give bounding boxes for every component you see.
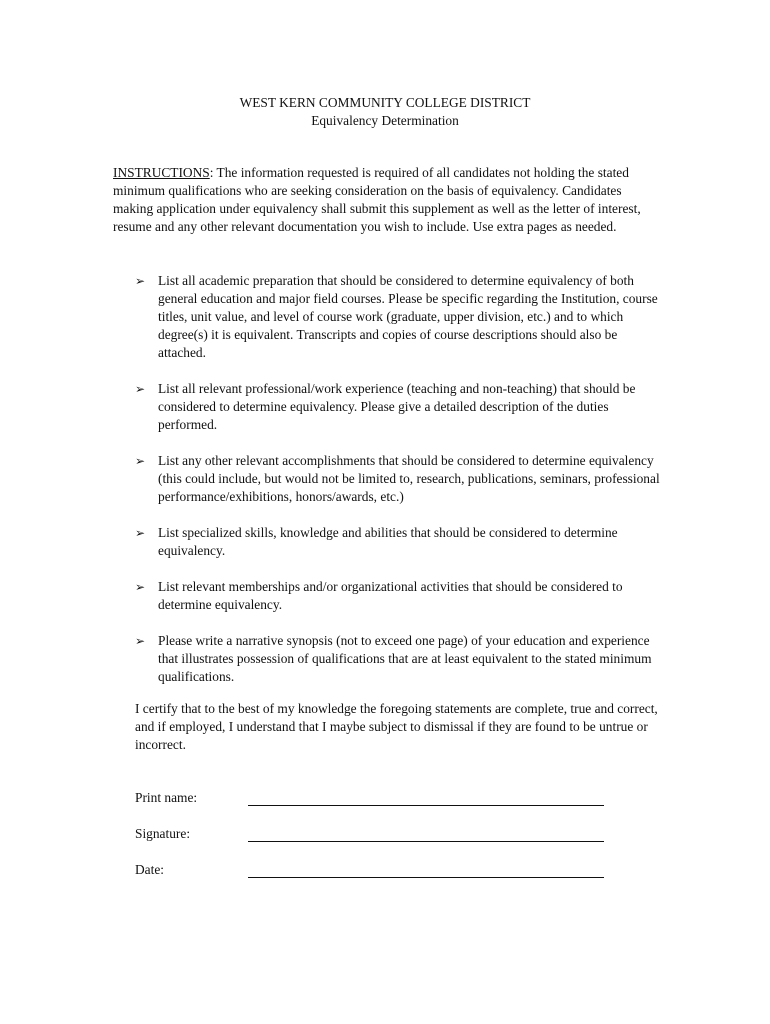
instructions-paragraph — [113, 164, 661, 236]
list-item — [135, 380, 660, 434]
instructions-text: : The information requested is required of all candidates not holding the stated minimum qualifications who are seeking consideration on the basis of equivalency. Candidates making application under equivalency shall submit this supplement as well as the letter of interest, resume and any other relevant documentation you wish to include. Use extra pages as needed. — [113, 165, 641, 234]
list-item-text: List relevant memberships and/or organizational activities that should be considered to determine equivalency. — [158, 579, 623, 612]
document-subtitle: Equivalency Determination — [311, 113, 459, 128]
print-name-label: Print name: — [135, 790, 198, 805]
list-item-text: List all relevant professional/work experience (teaching and non-teaching) that should be considered to determine equivalency. Please give a detailed description of the duties performed. — [158, 381, 636, 432]
list-item-text: List all academic preparation that should be considered to determine equivalency of both general education and major field courses. Please be specific regarding the Institution, course titles, unit value, and level of course work (graduate, upper division, etc.) and to which degree(s) it is equivalent. Transcripts and copies of course descriptions should also be attached. — [158, 273, 658, 360]
list-item — [135, 452, 660, 506]
print-name-row — [135, 789, 605, 807]
list-item — [135, 632, 660, 686]
list-item-text: List any other relevant accomplishments that should be considered to determine equivalency (this could include, but would not be limited to, research, publications, seminars, professional performance/exhibitions, honors/awards, etc.) — [158, 453, 660, 504]
document-title: WEST KERN COMMUNITY COLLEGE DISTRICT — [239, 95, 531, 110]
date-field[interactable] — [248, 877, 604, 878]
list-item-text: List specialized skills, knowledge and abilities that should be considered to determine equivalency. — [158, 525, 618, 558]
signature-field[interactable] — [248, 841, 604, 842]
signature-row — [135, 825, 605, 843]
list-item-text: Please write a narrative synopsis (not to exceed one page) of your education and experience that illustrates possession of qualifications that are at least equivalent to the stated minimum qualifications. — [158, 633, 652, 684]
document-header — [0, 94, 770, 130]
list-item — [135, 524, 660, 560]
requirements-list — [135, 272, 660, 704]
signature-label: Signature: — [135, 826, 191, 841]
list-item — [135, 272, 660, 362]
arrow-bullet-icon: ➢ — [135, 382, 146, 396]
list-item — [135, 578, 660, 614]
instructions-label: INSTRUCTIONS — [113, 165, 210, 180]
print-name-field[interactable] — [248, 805, 604, 806]
arrow-bullet-icon: ➢ — [135, 634, 146, 648]
date-label: Date: — [135, 862, 164, 877]
arrow-bullet-icon: ➢ — [135, 580, 146, 594]
date-row — [135, 861, 605, 879]
arrow-bullet-icon: ➢ — [135, 274, 146, 288]
arrow-bullet-icon: ➢ — [135, 454, 146, 468]
certification-statement: I certify that to the best of my knowledge the foregoing statements are complete, true and correct, and if employed, I understand that I maybe subject to dismissal if they are found to be untrue or incorrect. — [135, 701, 658, 752]
arrow-bullet-icon: ➢ — [135, 526, 146, 540]
